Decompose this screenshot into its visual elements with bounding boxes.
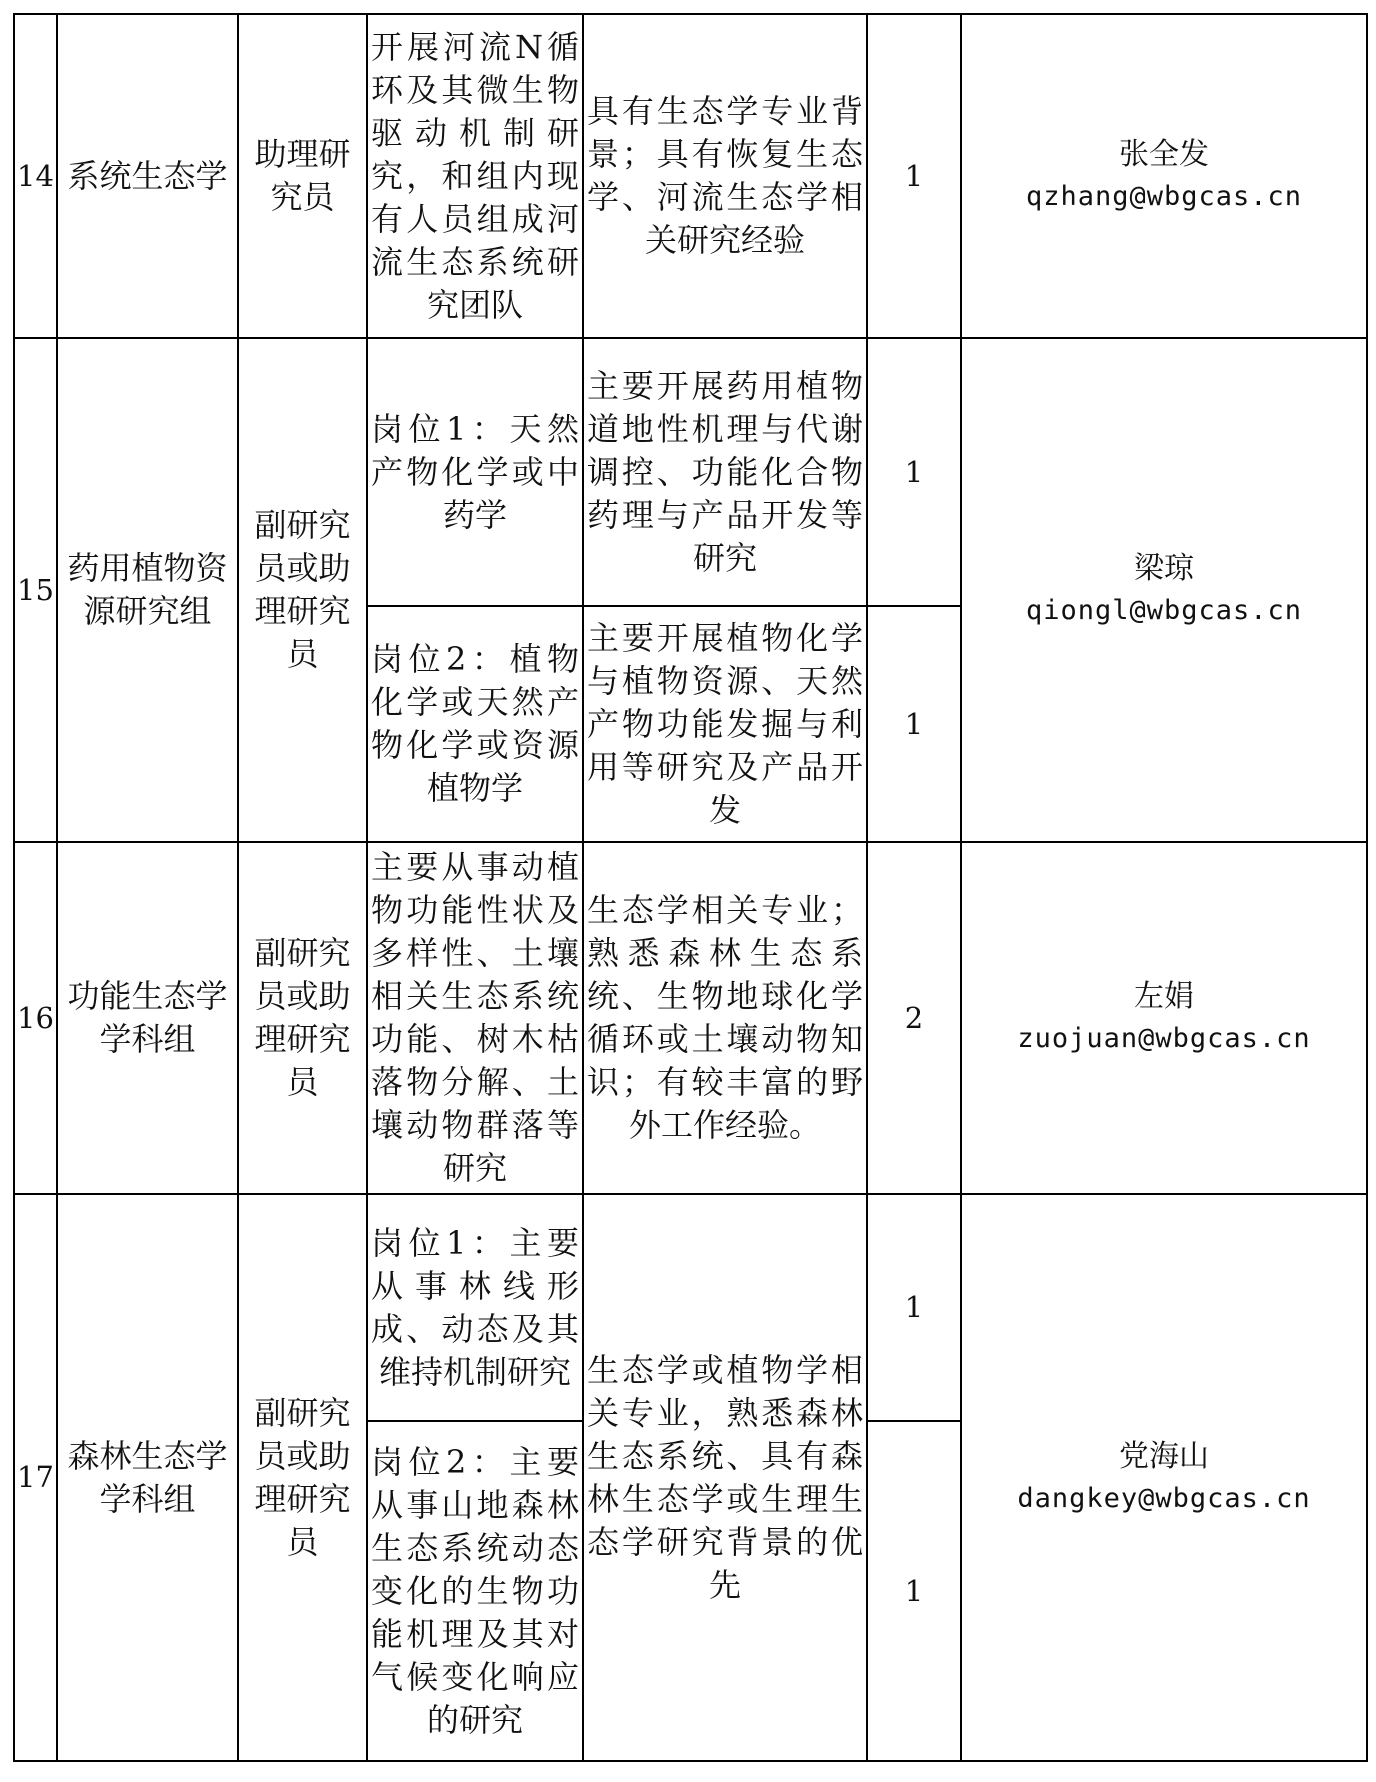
contact [961,1194,1367,1761]
contact-email[interactable]: dangkey@wbgcas.cn [1017,1482,1311,1514]
position-title: 副研究员或助理研究员 [238,1194,367,1761]
contact-name: 党海山 [1119,1438,1209,1474]
group-name: 系统生态学 [57,14,238,338]
row-index: 16 [14,842,57,1194]
table-row [14,14,1367,338]
row-index: 14 [14,14,57,338]
research-direction: 岗位2：植物化学或天然产物化学或资源植物学 [367,606,583,842]
research-direction: 主要从事动植物功能性状及多样性、土壤相关生态系统功能、树木枯落物分解、土壤动物群落等研究 [367,842,583,1194]
headcount: 1 [867,14,961,338]
contact [961,842,1367,1194]
group-name: 森林生态学学科组 [57,1194,238,1761]
requirement: 生态学或植物学相关专业，熟悉森林生态系统、具有森林生态学或生理生态学研究背景的优先 [583,1194,867,1761]
headcount: 2 [867,842,961,1194]
headcount: 1 [867,338,961,606]
table-row [14,842,1367,1194]
contact-name: 梁琼 [1134,551,1194,586]
table-row [14,1194,1367,1421]
contact-name: 张全发 [1119,137,1209,172]
research-direction: 岗位2：主要从事山地森林生态系统动态变化的生物功能机理及其对气候变化响应的研究 [367,1421,583,1761]
requirement: 主要开展植物化学与植物资源、天然产物功能发掘与利用等研究及产品开发 [583,606,867,842]
requirement: 主要开展药用植物道地性机理与代谢调控、功能化合物药理与产品开发等研究 [583,338,867,606]
position-title: 助理研究员 [238,14,367,338]
contact-email[interactable]: qzhang@wbgcas.cn [1025,181,1303,212]
contact [961,14,1367,338]
group-name: 功能生态学学科组 [57,842,238,1194]
recruitment-table [13,13,1368,1762]
requirement: 生态学相关专业；熟悉森林生态系统、生物地球化学循环或土壤动物知识；有较丰富的野外工作经验。 [583,842,867,1194]
row-index: 17 [14,1194,57,1761]
headcount: 1 [867,1194,961,1421]
table-row [14,338,1367,606]
research-direction: 开展河流N循环及其微生物驱动机制研究，和组内现有人员组成河流生态系统研究团队 [367,14,583,338]
contact-email[interactable]: zuojuan@wbgcas.cn [1017,1023,1311,1054]
contact-email[interactable]: qiongl@wbgcas.cn [1025,595,1303,626]
contact [961,338,1367,842]
research-direction: 岗位1：主要从事林线形成、动态及其维持机制研究 [367,1194,583,1421]
requirement: 具有生态学专业背景；具有恢复生态学、河流生态学相关研究经验 [583,14,867,338]
group-name: 药用植物资源研究组 [57,338,238,842]
row-index: 15 [14,338,57,842]
position-title: 副研究员或助理研究员 [238,842,367,1194]
headcount: 1 [867,1421,961,1761]
research-direction: 岗位1：天然产物化学或中药学 [367,338,583,606]
headcount: 1 [867,606,961,842]
position-title: 副研究员或助理研究员 [238,338,367,842]
contact-name: 左娟 [1134,979,1194,1014]
